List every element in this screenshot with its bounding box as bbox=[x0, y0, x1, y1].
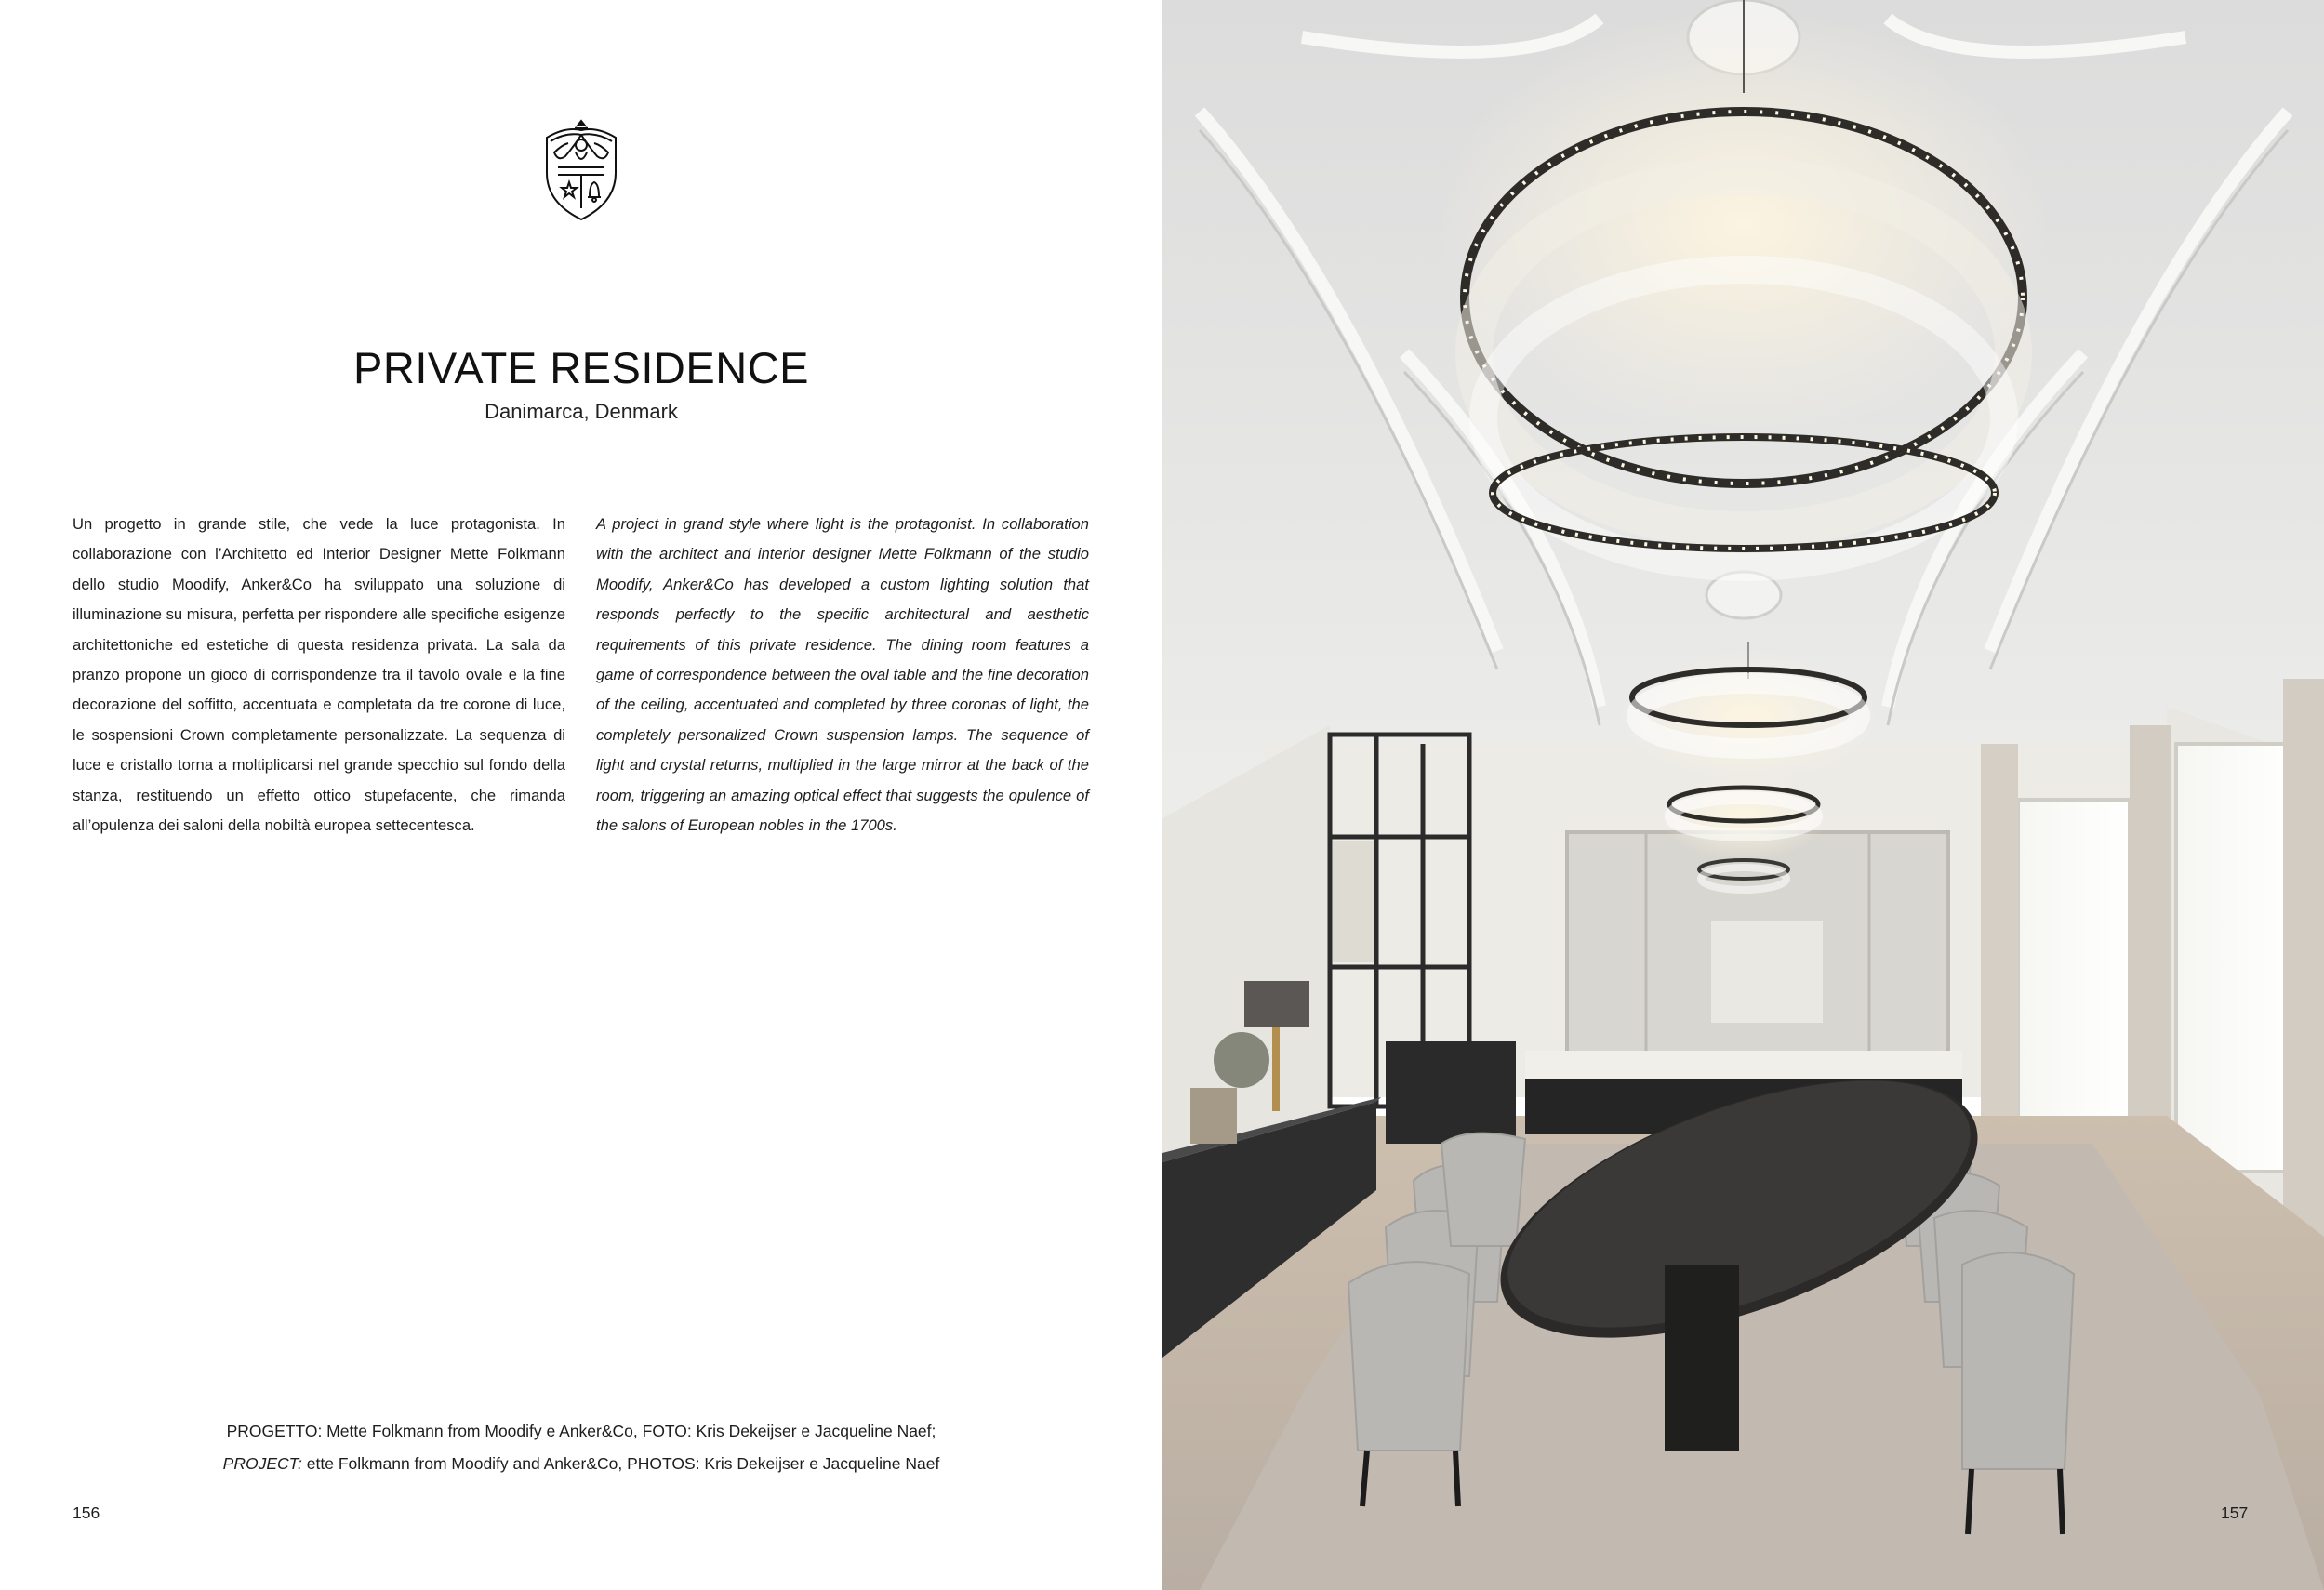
photo-credits bbox=[0, 1415, 1162, 1480]
english-body-text: A project in grand style where light is the protagonist. In collaboration with the architect and interior designer Mette Folkmann of the studio Moodify, Anker&Co has developed a custom lighting solution that responds perfectly to the specific architectural and aesthetic requirements of this private residence. The dining room features a game of correspondence between the oval table and the fine decoration of the ceiling, accentuated and completed by three coronas of light, the completely personalized Crown suspension lamps. The sequence of light and crystal returns, multiplied in the large mirror at the back of the room, triggering an amazing optical effect that suggests the opulence of the salons of European nobles in the 1700s. bbox=[596, 515, 1089, 835]
page-number-left: 156 bbox=[73, 1504, 100, 1522]
credits-line-italian: PROGETTO: Mette Folkmann from Moodify e Anker&Co, FOTO: Kris Dekeijser e Jacqueline Naef; bbox=[226, 1422, 936, 1440]
credits-project-label: PROJECT: bbox=[222, 1454, 302, 1473]
crest-logo-icon bbox=[538, 117, 625, 225]
location-subtitle: Danimarca, Denmark bbox=[485, 400, 678, 423]
credits-line-english bbox=[0, 1448, 1162, 1480]
page-number-right: 157 bbox=[2221, 1504, 2249, 1522]
page-title: PRIVATE RESIDENCE bbox=[353, 343, 809, 392]
dining-room-photo bbox=[1162, 0, 2324, 1590]
italian-body-text: Un progetto in grande stile, che vede la luce protagonista. In collaborazione con l’Architetto ed Interior Designer Mette Folkmann dello studio Moodify, Anker&Co ha sviluppato una soluzione di illuminazione su misura, perfetta per rispondere alle specifiche esigenze architettoniche ed estetiche di questa residenza privata. La sala da pranzo propone un gioco di corrispondenze tra il tavolo ovale e la fine decorazione del soffitto, accentuata e completata da tre corone di luce, le sospensioni Crown completamente personalizzate. La sequenza di luce e cristallo torna a moltiplicarsi nel grande specchio sul fondo della stanza, restituendo un effetto ottico stupefacente, che rimanda all’opulenza dei saloni della nobiltà europea settecentesca. bbox=[73, 515, 565, 835]
right-page-photo bbox=[1162, 0, 2324, 1590]
credits-line-english-text: ette Folkmann from Moodify and Anker&Co, PHOTOS: Kris Dekeijser e Jacqueline Naef bbox=[301, 1454, 940, 1473]
